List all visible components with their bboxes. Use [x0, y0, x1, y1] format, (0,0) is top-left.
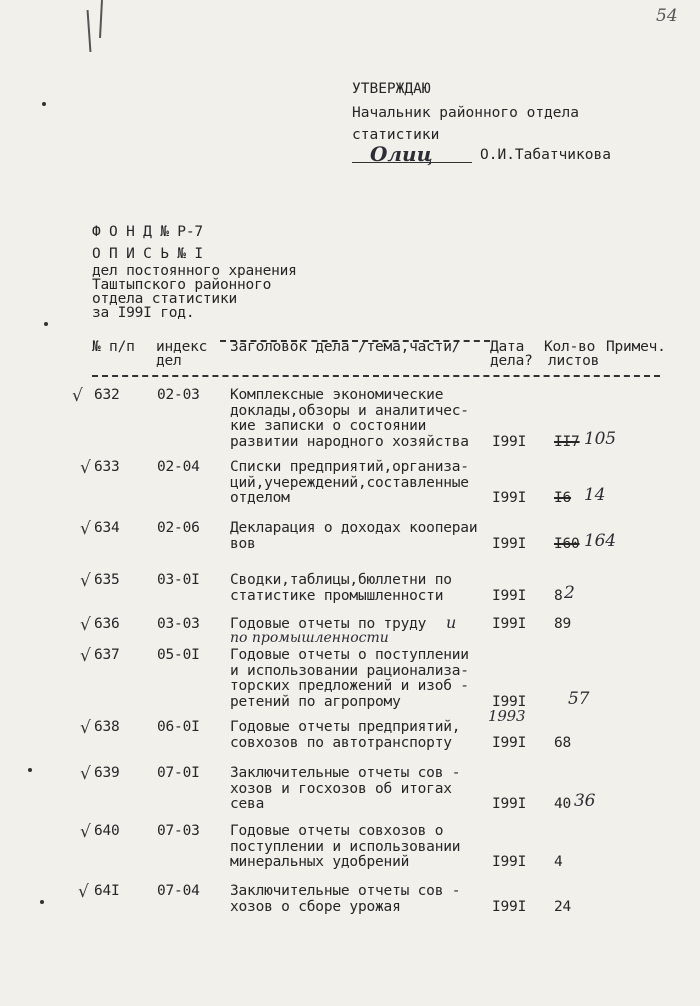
- row-count: 40: [554, 796, 572, 812]
- approval-title: УТВЕРЖДАЮ: [352, 81, 431, 97]
- checkmark-icon: √: [72, 386, 83, 406]
- row-title-line: Годовые отчеты совхозов о: [230, 823, 444, 839]
- col-index-header-l1: индекс: [156, 339, 208, 355]
- row-number: 638: [94, 719, 120, 735]
- row-title-line: Комплексные экономические: [230, 387, 444, 403]
- row-date: I99I: [492, 693, 527, 710]
- row-index: 03-03: [157, 616, 200, 632]
- row-count: I60: [554, 535, 580, 552]
- row-title-handwritten: и: [446, 613, 457, 632]
- checkmark-icon: √: [80, 646, 91, 666]
- row-count-handwritten: 57: [568, 688, 590, 709]
- row-number: 635: [94, 572, 120, 588]
- row-count: 8: [554, 587, 563, 604]
- checkmark-icon: √: [80, 615, 91, 635]
- speck: [28, 768, 32, 772]
- row-index: 05-0I: [157, 647, 200, 663]
- row-title-line: сева: [230, 796, 265, 812]
- row-title-line: Заключительные отчеты сов -: [230, 883, 461, 899]
- row-number: 637: [94, 647, 120, 663]
- row-title-line: ций,учереждений,составленные: [230, 474, 469, 491]
- row-count: 24: [554, 898, 572, 915]
- speck: [44, 322, 48, 326]
- row-title-line: Годовые отчеты по труду: [230, 616, 427, 632]
- col-date-header-l2: дела?: [490, 353, 533, 369]
- row-index: 07-03: [157, 823, 200, 839]
- row-number: 636: [94, 616, 120, 632]
- approval-position-line1: Начальник районного отдела: [352, 105, 579, 121]
- row-count-handwritten: 105: [584, 428, 616, 449]
- row-title-line: Заключительные отчеты сов -: [230, 765, 461, 781]
- col-title-header: Заголовок дела /тема,части/: [230, 339, 461, 355]
- checkmark-icon: √: [80, 718, 91, 738]
- row-title-line: совхозов по автотранспорту: [230, 734, 452, 751]
- checkmark-icon: √: [80, 519, 91, 539]
- row-title-line: и использовании рационализа-: [230, 662, 469, 679]
- row-title-line: хозов и госхозов об итогах: [230, 780, 452, 797]
- row-index: 02-04: [157, 459, 200, 475]
- row-title-line: статистике промышленности: [230, 587, 444, 604]
- row-title-line: поступлении и использовании: [230, 838, 461, 855]
- row-count-handwritten: 14: [584, 485, 606, 505]
- row-title-line: доклады,обзоры и аналитичес-: [230, 402, 469, 419]
- row-index: 02-06: [157, 520, 200, 536]
- checkmark-icon: √: [80, 571, 91, 591]
- approval-position-line2: статистики: [352, 127, 440, 143]
- row-count-handwritten: 164: [584, 530, 616, 551]
- row-count: 89: [554, 616, 572, 632]
- row-title-line: Декларация о доходах коопераи: [230, 520, 478, 536]
- row-title-line: отделом: [230, 490, 290, 506]
- row-date: I99I: [492, 616, 527, 632]
- row-index: 07-0I: [157, 765, 200, 781]
- row-date: I99I: [492, 796, 527, 812]
- row-date: I99I: [492, 587, 527, 604]
- checkmark-icon: √: [80, 458, 91, 478]
- approval-signature: Олиц: [370, 142, 433, 166]
- row-title-line: хозов о сборе урожая: [230, 898, 401, 915]
- row-number: 639: [94, 765, 120, 781]
- inventory-line: О П И С Ь № I: [92, 246, 203, 262]
- row-count: II7: [554, 433, 580, 450]
- row-index: 03-0I: [157, 572, 200, 588]
- checkmark-icon: √: [80, 764, 91, 784]
- row-number: 64I: [94, 883, 120, 899]
- row-title-line: развитии народного хозяйства: [230, 433, 469, 450]
- row-title-line: минеральных удобрений: [230, 854, 410, 870]
- signature-line: [352, 162, 472, 163]
- row-count-handwritten: 2: [564, 582, 575, 603]
- speck: [40, 900, 44, 904]
- row-count-handwritten: 36: [574, 791, 596, 811]
- row-date: I99I: [492, 898, 527, 915]
- row-date: I99I: [492, 433, 527, 450]
- header-bottom-rule: [92, 375, 660, 377]
- row-date: I99I: [492, 734, 527, 751]
- row-number: 632: [94, 387, 120, 403]
- col-date-header-l1: Дата: [490, 339, 525, 355]
- row-index: 02-03: [157, 387, 200, 403]
- row-date: I99I: [492, 854, 527, 870]
- row-date: I99I: [492, 490, 527, 506]
- row-title-line: Списки предприятий,организа-: [230, 459, 469, 475]
- page-number: 54: [656, 6, 678, 26]
- row-number: 634: [94, 520, 120, 536]
- binding-mark: [87, 10, 92, 52]
- row-count: 68: [554, 734, 572, 751]
- row-title-line: торских предложений и изоб -: [230, 678, 469, 694]
- row-title-line: Годовые отчеты предприятий,: [230, 719, 461, 735]
- fund-desc-line3: отдела статистики: [92, 291, 238, 307]
- fund-desc-line4: за I99I год.: [92, 305, 195, 321]
- row-count: 4: [554, 854, 563, 870]
- col-count-header-l1: Кол-во: [544, 339, 596, 355]
- row-title-handwritten: по промышленности: [230, 630, 389, 646]
- col-num-header: № п/п: [92, 339, 135, 355]
- row-title-line: Годовые отчеты о поступлении: [230, 647, 469, 663]
- binding-mark: [99, 0, 103, 38]
- speck: [42, 102, 46, 106]
- row-title-line: Сводки,таблицы,бюллетни по: [230, 572, 452, 588]
- row-number: 640: [94, 823, 120, 839]
- col-index-header-l2: дел: [156, 353, 182, 369]
- row-title-line: кие записки о состоянии: [230, 418, 427, 434]
- row-number: 633: [94, 459, 120, 475]
- row-title-line: ретений по агропрому: [230, 693, 401, 710]
- row-index: 07-04: [157, 883, 200, 899]
- fund-desc-line2: Таштыпского районного: [92, 277, 272, 293]
- checkmark-icon: √: [80, 822, 91, 842]
- row-index: 06-0I: [157, 719, 200, 735]
- checkmark-icon: √: [78, 882, 89, 902]
- fund-desc-line1: дел постоянного хранения: [92, 263, 297, 279]
- row-date: I99I: [492, 535, 527, 552]
- row-title-line: вов: [230, 535, 256, 552]
- approval-name: О.И.Табатчикова: [480, 147, 611, 163]
- row-date-handwritten: 1993: [488, 706, 526, 725]
- fund-line: Ф О Н Д № Р-7: [92, 224, 203, 240]
- row-count: I6: [554, 490, 572, 506]
- col-count-header-l2: листов: [548, 353, 600, 369]
- col-note-header: Примеч.: [606, 339, 666, 355]
